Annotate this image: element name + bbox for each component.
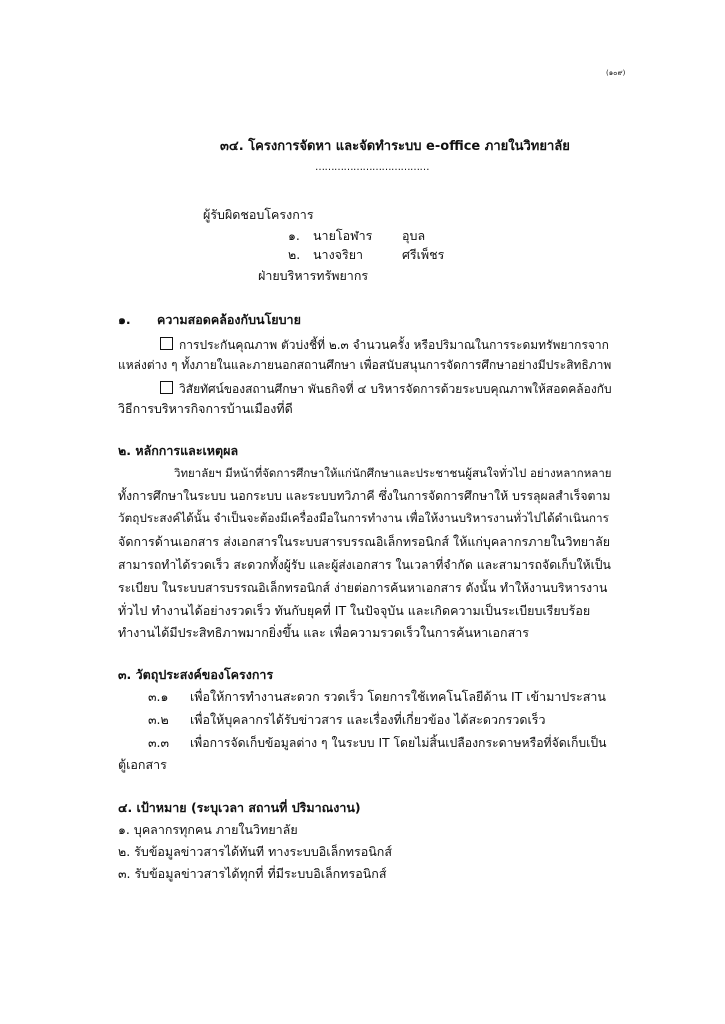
rationale-line: วิทยาลัยฯ มีหน้าที่จัดการศึกษาให้แก่นักศึกษาและประชาชนผู้สนใจทั่วไป อย่างหลากหลาย	[174, 466, 612, 480]
objective-text: เพื่อให้การทำงานสะดวก รวดเร็ว โดยการใช้เทคโนโลยีด้าน IT เข้ามาประสาน	[190, 689, 606, 704]
project-title: ๓๔. โครงการจัดหา และจัดทำระบบ e-office ภายในวิทยาลัย	[220, 139, 570, 154]
objective-number: ๓.๑	[148, 689, 169, 704]
section1-number: ๑.	[118, 312, 131, 327]
responsible-person-surname: ศรีเพ็ชร	[402, 247, 445, 262]
rationale-line: ทั้งการศึกษาในระบบ นอกระบบ และระบบทวิภาคี ซึ่งในการจัดการศึกษาให้ บรรลุผลสำเร็จตาม	[118, 489, 611, 503]
rationale-line: วัตถุประสงค์ได้นั้น จำเป็นจะต้องมีเครื่องมือในการทำงาน เพื่อให้งานบริหารงานทั่วไปได้ดำเนินการ	[118, 511, 609, 525]
section4-heading: ๔. เป้าหมาย (ระบุเวลา สถานที่ ปริมาณงาน)	[118, 800, 361, 815]
responsible-person-name: นายโอฬาร	[313, 228, 373, 243]
rationale-line: สามารถทำได้รวดเร็ว สะดวกทั้งผู้รับ และผู้ส่งเอกสาร ในเวลาที่จำกัด และสามารถจัดเก็บให้เป็น	[118, 558, 611, 572]
section3-heading: ๓. วัตถุประสงค์ของโครงการ	[118, 667, 274, 682]
section1-heading: ความสอดคล้องกับนโยบาย	[157, 312, 301, 327]
responsible-person-no: ๑.	[288, 228, 300, 243]
section1-item1-text: การประกันคุณภาพ ตัวบ่งชี้ที่ ๒.๓ จำนวนครั้ง หรือปริมาณในการระดมทรัพยากรจาก	[179, 338, 609, 352]
section1-item1-continuation: แหล่งต่าง ๆ ทั้งภายในและภายนอกสถานศึกษา เพื่อสนับสนุนการจัดการศึกษาอย่างมีประสิทธิภาพ	[118, 358, 612, 372]
objective-number: ๓.๒	[148, 712, 169, 727]
section1-item2-text: วิสัยทัศน์ของสถานศึกษา พันธกิจที่ ๔ บริหารจัดการด้วยระบบคุณภาพให้สอดคล้องกับ	[179, 382, 612, 396]
target-item: ๓. รับข้อมูลข่าวสารได้ทุกที่ ที่มีระบบอิเล็กทรอนิกส์	[118, 866, 387, 881]
checkbox-icon	[160, 381, 173, 394]
responsible-person-surname: อุบล	[402, 228, 426, 243]
checkbox-icon	[160, 337, 173, 350]
rationale-line: ระเบียบ ในระบบสารบรรณอิเล็กทรอนิกส์ ง่ายต่อการค้นหาเอกสาร ดังนั้น ทำให้งานบริหารงาน	[118, 581, 608, 595]
rationale-line: ทำงานได้มีประสิทธิภาพมากยิ่งขึ้น และ เพื่อความรวดเร็วในการค้นหาเอกสาร	[118, 625, 529, 640]
responsible-person-name: นางจริยา	[313, 247, 364, 262]
objective-continuation: ตู้เอกสาร	[118, 757, 167, 772]
page-number: (๑๐๙)	[606, 69, 626, 77]
rationale-line: จัดการด้านเอกสาร ส่งเอกสารในระบบสารบรรณอิเล็กทรอนิกส์ ให้แก่บุคลากรภายในวิทยาลัย	[118, 534, 611, 549]
target-item: ๑. บุคลากรทุกคน ภายในวิทยาลัย	[118, 822, 298, 837]
rationale-line: ทั่วไป ทำงานได้อย่างรวดเร็ว ทันกับยุคที่ IT ในปัจจุบัน และเกิดความเป็นระเบียบเรียบร้อย	[118, 603, 591, 618]
objective-number: ๓.๓	[148, 735, 170, 750]
target-item: ๒. รับข้อมูลข่าวสารได้ทันที ทางระบบอิเล็กทรอนิกส์	[118, 844, 393, 859]
section1-item2	[160, 381, 612, 395]
section2-heading: ๒. หลักการและเหตุผล	[118, 443, 239, 458]
objective-text: เพื่อให้บุคลากรได้รับข่าวสาร และเรื่องที่เกี่ยวข้อง ได้สะดวกรวดเร็ว	[190, 712, 546, 727]
title-underline: ………………………………	[315, 162, 429, 173]
responsible-person-no: ๒.	[288, 247, 301, 262]
objective-text: เพื่อการจัดเก็บข้อมูลต่าง ๆ ในระบบ IT โดยไม่สิ้นเปลืองกระดาษหรือที่จัดเก็บเป็น	[190, 736, 607, 750]
section1-item1	[160, 337, 609, 351]
responsible-label: ผู้รับผิดชอบโครงการ	[203, 207, 314, 222]
section1-item2-continuation: วิธีการบริหารกิจการบ้านเมืองที่ดี	[118, 401, 293, 416]
responsible-department: ฝ่ายบริหารทรัพยากร	[258, 268, 369, 283]
